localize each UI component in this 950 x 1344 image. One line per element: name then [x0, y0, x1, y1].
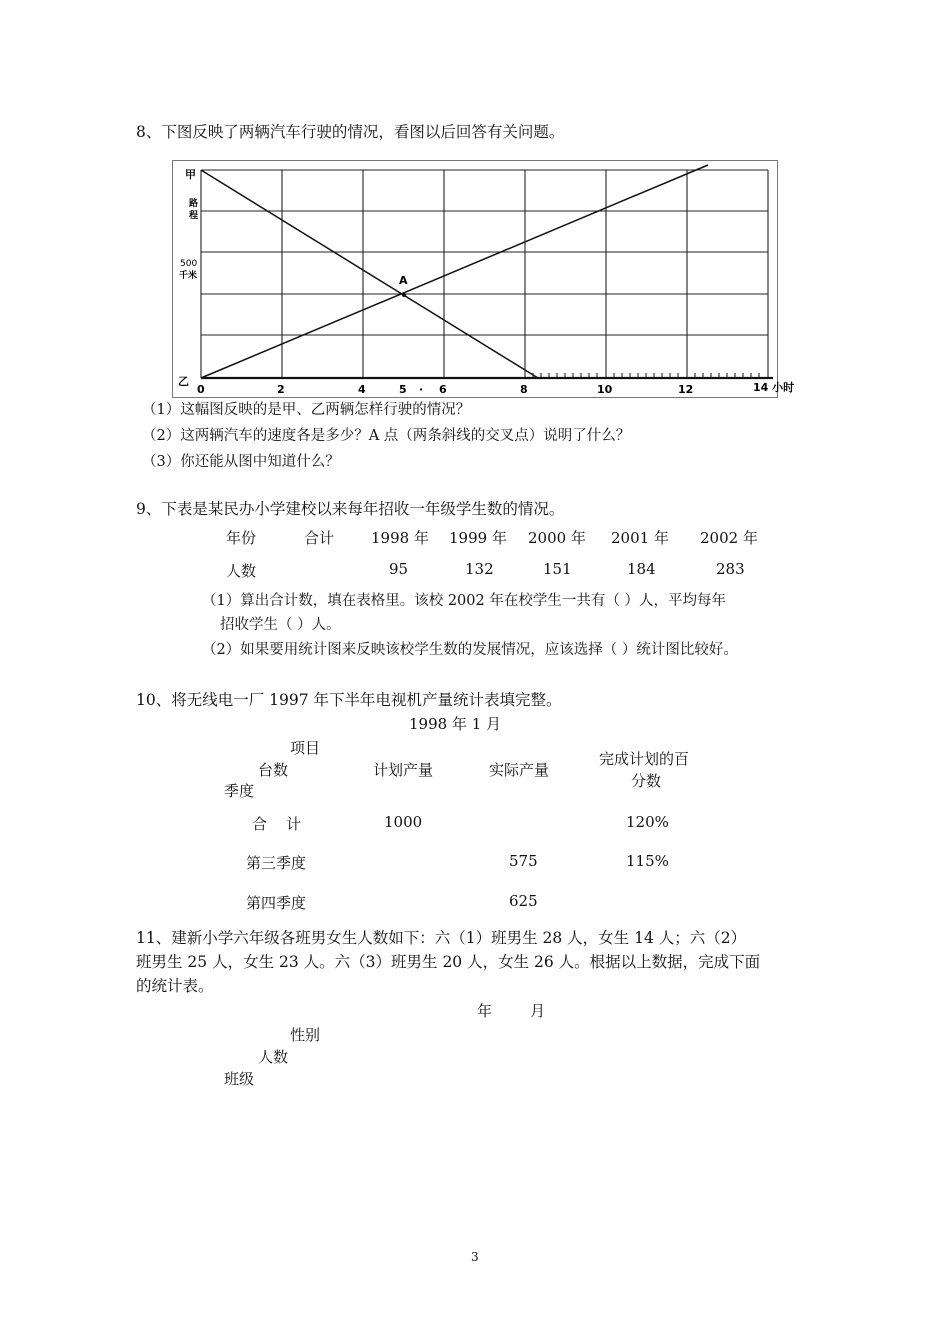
row-label: 合 计	[252, 815, 302, 833]
x-tick-label: 10	[597, 383, 613, 396]
q9-question-1: （1）算出合计数，填在表格里。该校 2002 年在校学生一共有（ ）人，平均每年	[202, 593, 726, 609]
column-header: 完成计划的百	[599, 750, 690, 768]
table-row-label: 人数	[226, 562, 257, 580]
row-label: 第四季度	[246, 894, 307, 912]
x-tick-label: 6	[439, 383, 447, 396]
q11-line-3: 的统计表。	[136, 977, 214, 995]
label-500: 500	[180, 259, 198, 269]
table-cell: 1000	[384, 813, 423, 831]
table-cell: 95	[389, 560, 409, 578]
column-header: 计划产量	[373, 761, 434, 779]
table-cell: 625	[509, 892, 538, 910]
table-header-cell: 1999 年	[449, 529, 507, 547]
x-tick-label: 0	[197, 383, 205, 396]
q9-question-2: （2）如果要用统计图来反映该校学生数的发展情况，应该选择（ ）统计图比较好。	[202, 642, 738, 658]
column-header: 实际产量	[489, 761, 550, 779]
label-lucheng-1: 路	[189, 199, 199, 209]
corner-label-top: 项目	[290, 739, 321, 757]
x-tick-label: 12	[678, 383, 694, 396]
x-tick-label: 2	[277, 383, 285, 396]
corner-label-bottom: 季度	[224, 782, 255, 800]
label-lucheng-2: 程	[189, 211, 199, 221]
x-tick-label: 5	[399, 383, 407, 396]
table-cell: 115%	[626, 852, 669, 870]
label-yi: 乙	[178, 375, 189, 388]
x-tick-label: 8	[520, 383, 528, 396]
q9-title: 9、下表是某民办小学建校以来每年招收一年级学生数的情况。	[136, 500, 565, 518]
corner-label-mid: 台数	[258, 761, 289, 779]
row-label: 第三季度	[246, 854, 307, 872]
intersection-point-a	[402, 293, 406, 297]
table-cell: 283	[716, 560, 745, 578]
table-cell: 120%	[626, 813, 669, 831]
q9-question-1-cont: 招收学生（ ）人。	[220, 617, 341, 633]
graph-svg	[173, 161, 795, 397]
table-header-cell: 2000 年	[528, 529, 586, 547]
x-tick-dot: ·	[419, 383, 424, 396]
table-header-cell: 2001 年	[611, 529, 669, 547]
column-header-cont: 分数	[631, 772, 662, 790]
table-header-cell: 合计	[304, 529, 335, 547]
corner-label-mid: 人数	[258, 1048, 289, 1066]
car-yi-line	[201, 165, 708, 378]
label-unit: 千米	[179, 271, 198, 281]
q8-title: 8、下图反映了两辆汽车行驶的情况，看图以后回答有关问题。	[136, 123, 565, 141]
distance-time-graph	[172, 160, 795, 398]
label-a: A	[399, 274, 408, 287]
q8-question-1: （1）这幅图反映的是甲、乙两辆怎样行驶的情况？	[142, 402, 471, 418]
table-cell: 132	[465, 560, 494, 578]
table-cell: 151	[543, 560, 572, 578]
label-jia: 甲	[185, 168, 196, 181]
table-header-cell: 1998 年	[371, 529, 429, 547]
corner-label-bottom: 班级	[224, 1070, 255, 1088]
q8-question-2: （2）这两辆汽车的速度各是多少？A 点（两条斜线的交叉点）说明了什么？	[142, 428, 631, 444]
x-tick-label: 4	[358, 383, 366, 396]
car-jia-line	[201, 170, 538, 378]
table-cell: 575	[509, 852, 538, 870]
q11-table-date: 年 月	[477, 1002, 546, 1020]
page-number: 3	[471, 1250, 479, 1264]
corner-label-top: 性别	[290, 1026, 321, 1044]
q11-line-1: 11、建新小学六年级各班男女生人数如下：六（1）班男生 28 人，女生 14 人；六（2）	[136, 929, 747, 947]
q10-table-date: 1998 年 1 月	[409, 715, 502, 733]
table-header-cell: 2002 年	[700, 529, 758, 547]
x-axis-end-label: 14 小时	[753, 381, 795, 394]
q10-title: 10、将无线电一厂 1997 年下半年电视机产量统计表填完整。	[136, 691, 562, 709]
q8-question-3: （3）你还能从图中知道什么？	[142, 454, 340, 470]
table-header-cell: 年份	[226, 529, 257, 547]
table-cell: 184	[627, 560, 656, 578]
q11-line-2: 班男生 25 人，女生 23 人。六（3）班男生 20 人，女生 26 人。根据以上数据，完成下面	[136, 953, 761, 971]
